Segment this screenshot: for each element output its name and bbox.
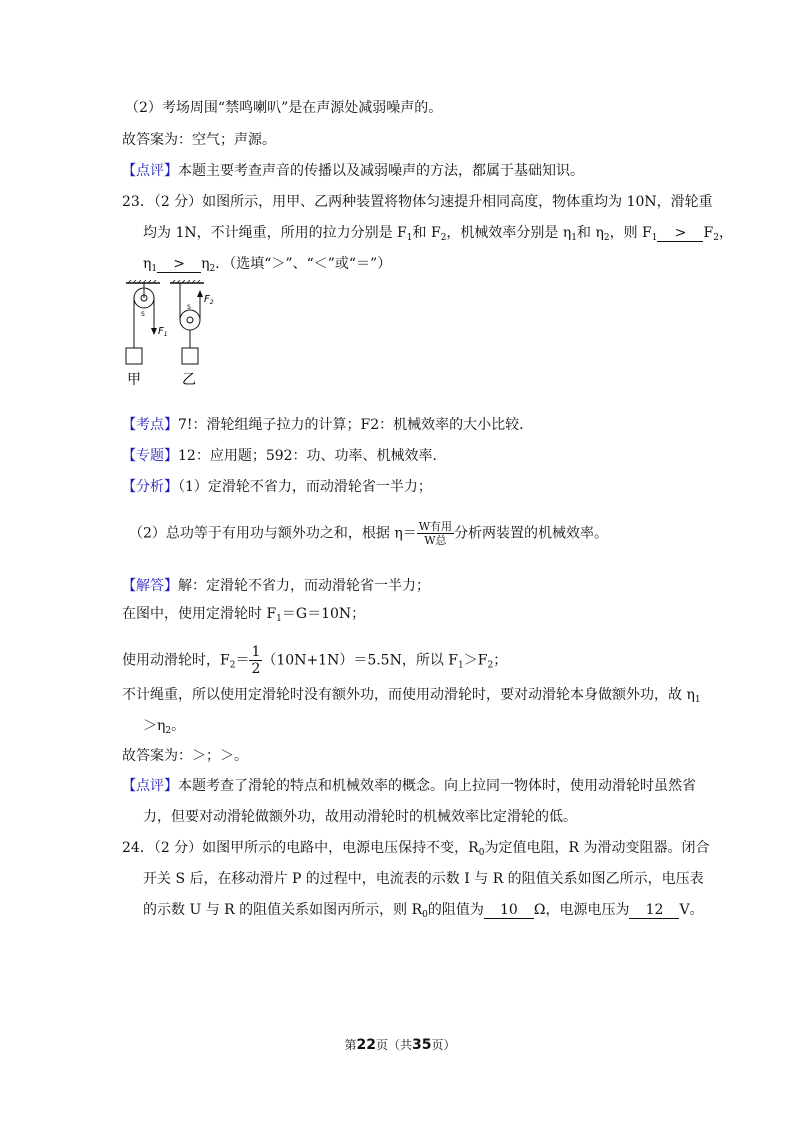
dianping-line1: 【点评】本题考查了滑轮的特点和机械效率的概念。向上拉同一物体时，使用动滑轮时虽然省 (122, 778, 696, 794)
kaodian-line: 【考点】7!：滑轮组绳子拉力的计算；F2：机械效率的大小比较． (122, 417, 534, 433)
q23-answer: 故答案为：＞；＞。 (122, 748, 248, 764)
q24-stem-line1: 24．（2 分）如图甲所示的电路中，电源电压保持不变，$R_0$为定值电阻，R 为滑动变阻器。闭合 (122, 840, 710, 858)
item-2-text: （2）考场周围“禁鸣喇叭”是在声源处减弱噪声的。 (125, 100, 443, 116)
comment-line (122, 161, 584, 181)
label-jia: 甲 (127, 372, 141, 388)
svg-text:S: S (141, 311, 145, 318)
page-total: 35 (412, 1037, 432, 1053)
fenxi-line1: 【分析】（1）定滑轮不省力，而动滑轮省一半力； (122, 479, 432, 495)
page-footer: 第22页（共35页） (344, 1037, 456, 1053)
page-number: 22 (356, 1037, 376, 1053)
weight-yi (182, 348, 198, 364)
fenxi-line2: （2）总功等于有用功与额外功之和，根据 η＝ $\frac{\text{W有用}}{\text{W总}}$ 分析两装置的机械效率。 (129, 520, 609, 547)
svg-text:S: S (187, 304, 191, 311)
f1-label: $F_1$ (158, 326, 168, 338)
q23-stem-line1: 23．（2 分）如图所示，用甲、乙两种装置将物体匀速提升相同高度，物体重均为 10N，滑轮重 (122, 194, 713, 210)
answer-line: 故答案为：空气；声源。 (122, 132, 276, 148)
q23-stem-line2: 均为 1N，不计绳重，所用的拉力分别是 $F_1$和 $F_2$，机械效率分别是 $\eta_1$和 $\eta_2$，则 $F_1 > F_2$， (143, 225, 733, 243)
q24-stem-line2: 开关 S 后，在移动滑片 P 的过程中，电流表的示数 I 与 R 的阻值关系如图乙所示，电压表 (143, 871, 704, 887)
q24-blank-1: 10 (484, 902, 534, 919)
weight-jia (126, 348, 142, 364)
jieda-line2: 在图中，使用定滑轮时 $F_1=G=10N$； (122, 606, 366, 624)
zhuanti-line: 【专题】12：应用题；592：功、功率、机械效率． (122, 448, 447, 464)
q23-blank-2: > (157, 256, 201, 273)
dianping-line2: 力，但要对动滑轮做额外功，故用动滑轮时的机械效率比定滑轮的低。 (143, 809, 577, 825)
q23-stem-line3: $\eta_1 > \eta_2$．（选填“＞”、“＜”或“＝”） (143, 256, 392, 274)
jieda-line5: $>\eta_2$。 (143, 718, 186, 736)
jieda-line1: 【解答】解：定滑轮不省力，而动滑轮省一半力； (122, 578, 430, 594)
jieda-line4: 不计绳重，所以使用定滑轮时没有额外功，而使用动滑轮时，要对动滑轮本身做额外功，故 $\eta_1$ (122, 687, 701, 705)
comment-tag: 【点评】 (122, 163, 178, 179)
pulley-figure (122, 280, 232, 390)
half-fraction: $\frac{1}{2}$ (251, 644, 261, 677)
label-yi: 乙 (182, 372, 196, 388)
jieda-line3: 使用动滑轮时，$F_2=$ $\frac{1}{2}$ （10N+1N）＝5.5N，所以 $F_1>F_2$； (122, 644, 508, 677)
q24-blank-2: 12 (629, 902, 679, 919)
comment-text: 本题主要考查声音的传播以及减弱噪声的方法，都属于基础知识。 (178, 163, 584, 179)
movable-pulley (180, 310, 200, 330)
q23-blank-1: > (657, 225, 703, 242)
q24-stem-line3: 的示数 U 与 R 的阻值关系如图丙所示，则 $R_0$的阻值为 10 Ω，电源电压为 12 V。 (143, 902, 704, 920)
efficiency-fraction: $\frac{\text{W有用}}{\text{W总}}$ (418, 520, 453, 547)
f2-label: $F_2$ (204, 294, 214, 306)
